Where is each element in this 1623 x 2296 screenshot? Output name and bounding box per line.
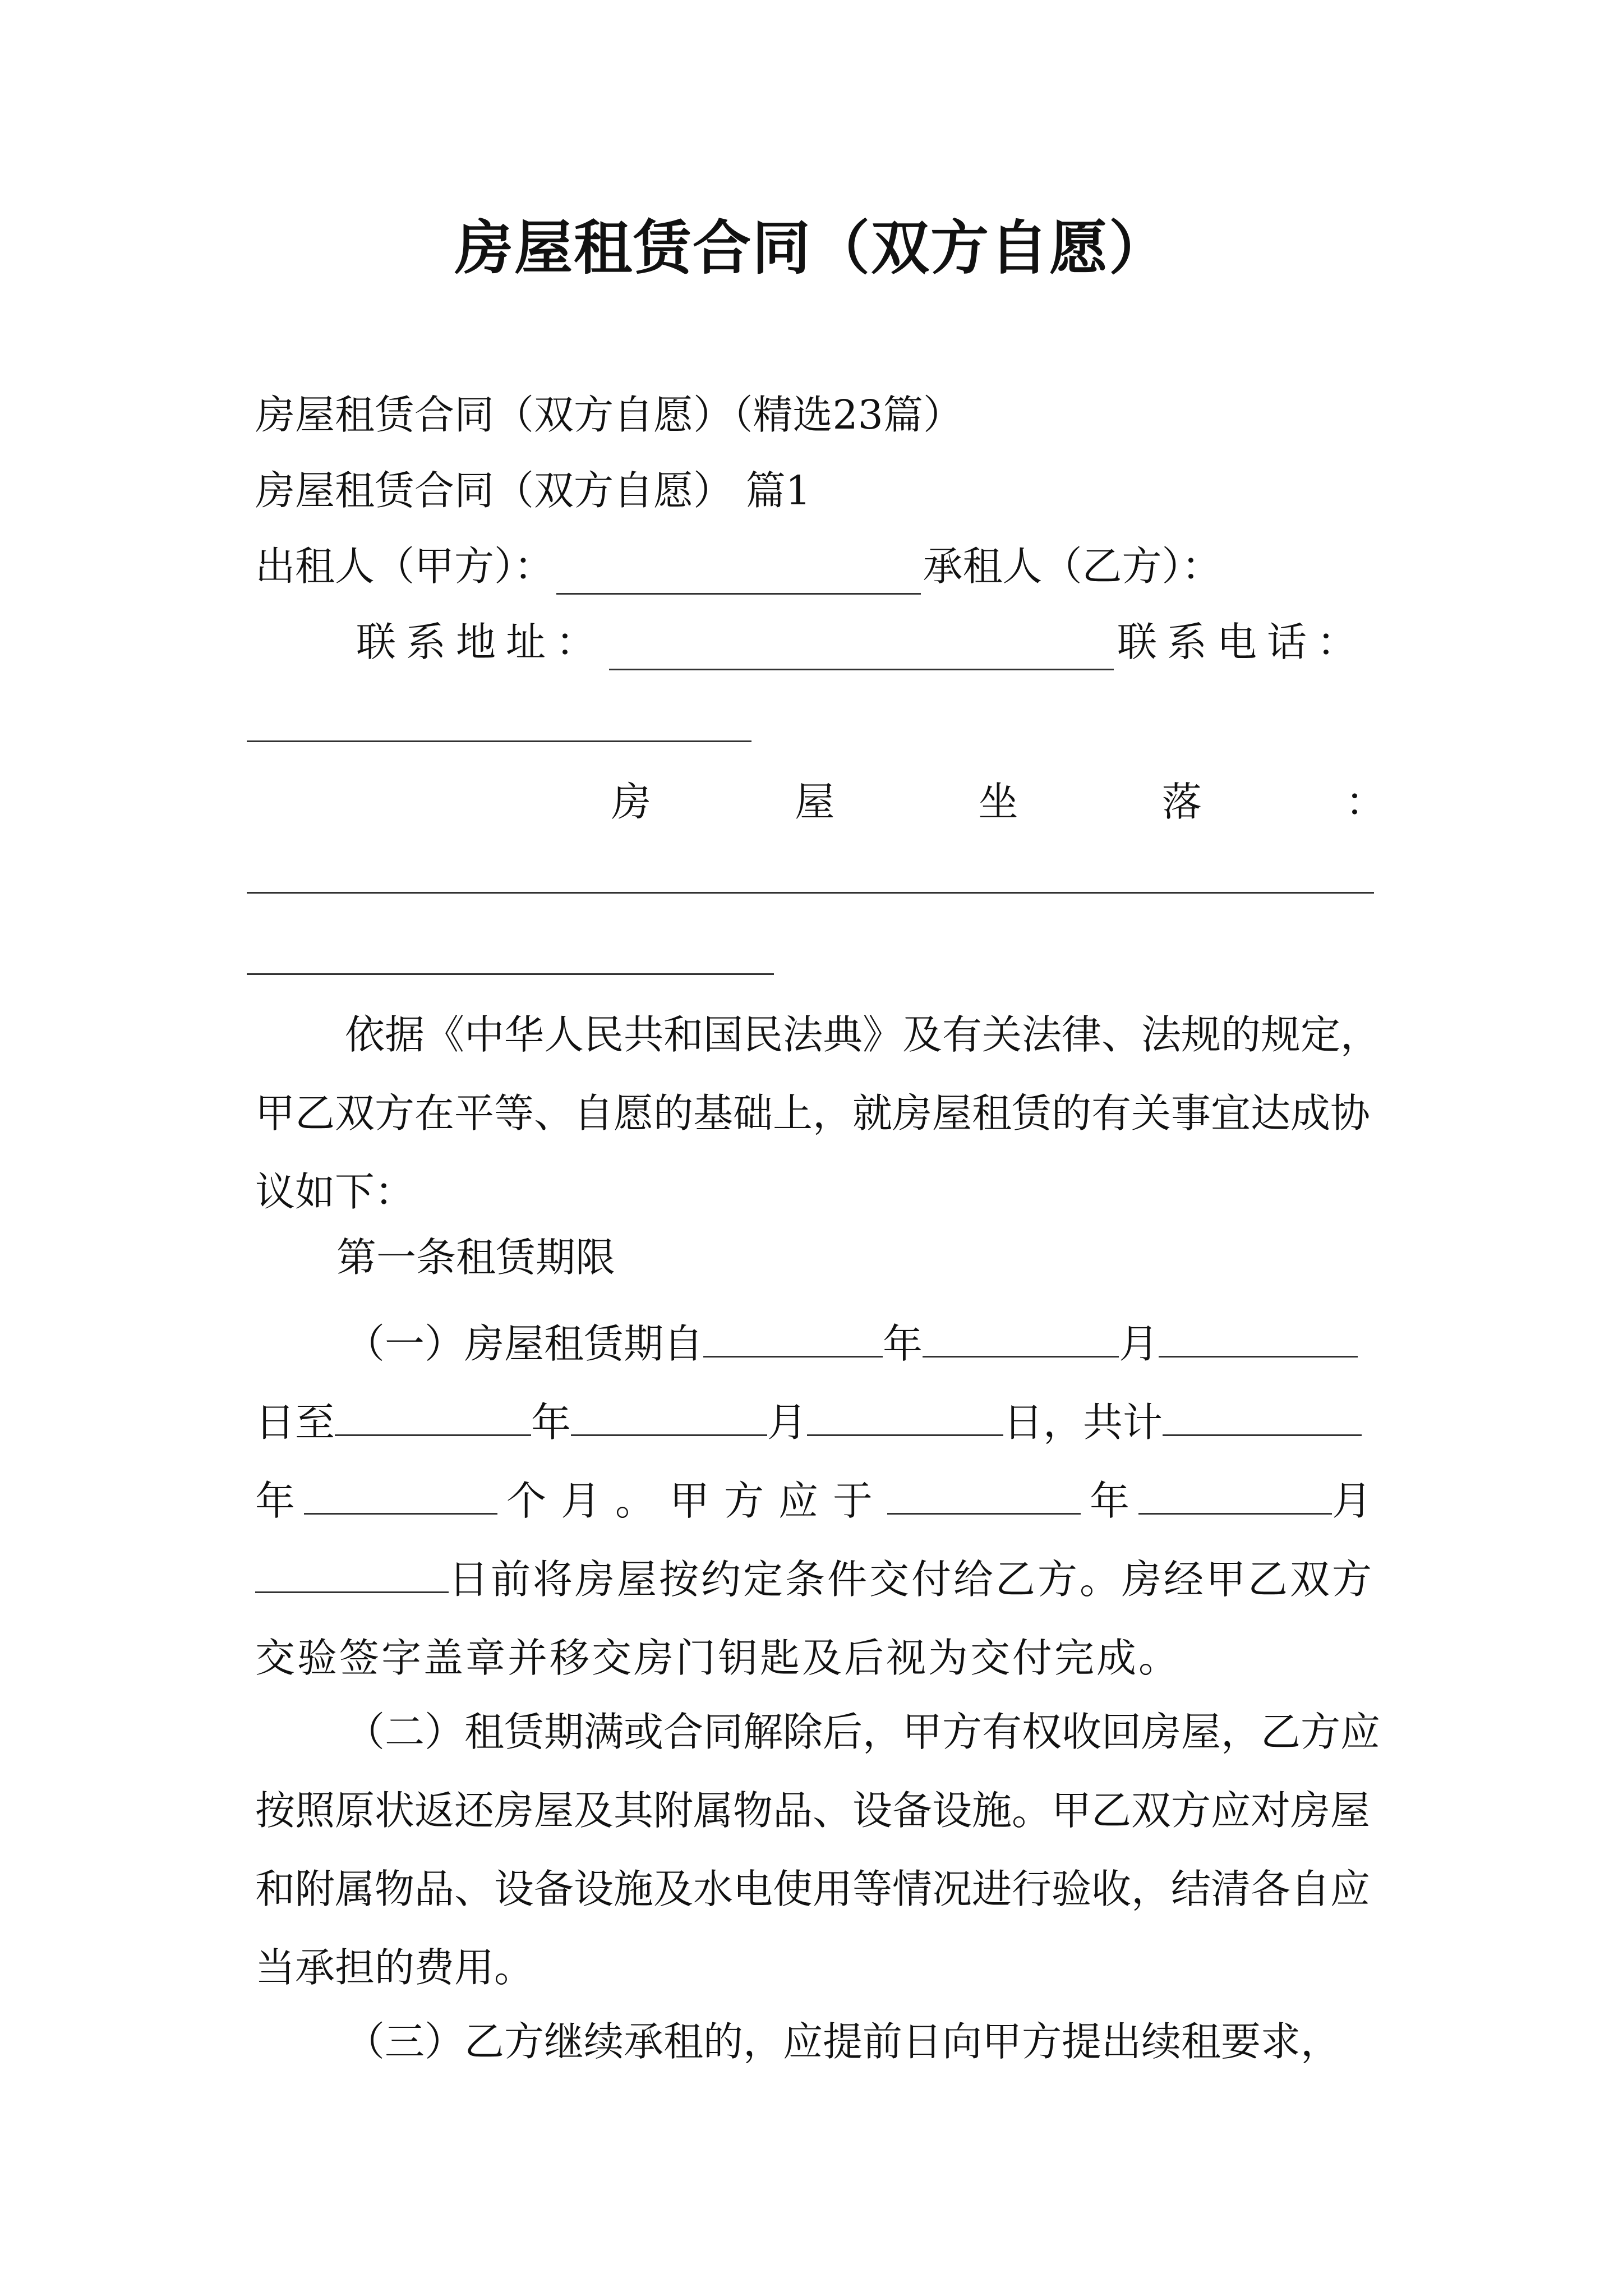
address-label: 联系地址： xyxy=(356,619,606,665)
location-char: 坐 xyxy=(978,779,1018,825)
location-blank[interactable] xyxy=(247,973,774,975)
location-line xyxy=(611,774,1385,830)
clause-text: 月 xyxy=(767,1399,808,1446)
clause-text: 年 xyxy=(883,1320,923,1367)
document-subtitle: 房屋租赁合同（双方自愿）（精选23篇） xyxy=(255,392,963,438)
clause-one-paragraph xyxy=(255,1305,1385,1697)
section-heading: 房屋租赁合同（双方自愿） 篇1 xyxy=(255,467,811,514)
year-blank[interactable] xyxy=(703,1322,883,1358)
clause-text: 年 xyxy=(531,1399,571,1446)
preamble-paragraph: 依据《中华人民共和国民法典》及有关法律、法规的规定，甲乙双方在平等、自愿的基础上，就房屋租赁的有关事宜达成协议如下： xyxy=(255,1011,1381,1215)
location-char: ： xyxy=(1345,779,1385,825)
clause-text: 日前将房屋按约定条件交付给乙方。房经甲乙双方交验签字盖章并移交房门钥匙及后视为交付完成。 xyxy=(255,1556,1375,1681)
phone-blank[interactable] xyxy=(247,740,751,742)
clause-text: 年 xyxy=(255,1478,296,1524)
party-line xyxy=(255,539,1385,595)
location-char: 落 xyxy=(1161,779,1202,825)
day-blank[interactable] xyxy=(1159,1322,1358,1358)
total-months-blank[interactable] xyxy=(304,1479,497,1515)
clause-text: 日至 xyxy=(255,1399,335,1446)
month-blank[interactable] xyxy=(571,1401,767,1436)
total-years-blank[interactable] xyxy=(1163,1401,1362,1436)
lessee-label: 承租人（乙方）： xyxy=(923,543,1222,590)
clause-text: 日，共计 xyxy=(1003,1399,1163,1446)
location-char: 屋 xyxy=(795,779,835,825)
address-blank[interactable] xyxy=(609,635,1114,670)
delivery-year-blank[interactable] xyxy=(887,1479,1081,1515)
clause-three-paragraph: （三）乙方继续承租的，应提前日向甲方提出续租要求， xyxy=(345,2018,1341,2065)
delivery-month-blank[interactable] xyxy=(1138,1479,1332,1515)
delivery-day-blank[interactable] xyxy=(255,1558,449,1593)
document-title: 房屋租赁合同（双方自愿） xyxy=(454,213,1168,282)
lessor-label: 出租人（甲方）： xyxy=(255,543,554,590)
month-blank[interactable] xyxy=(923,1322,1119,1358)
article-title: 第一条租赁期限 xyxy=(336,1234,616,1281)
day-blank[interactable] xyxy=(807,1401,1003,1436)
clause-text: 月 xyxy=(1332,1478,1372,1524)
clause-text: 年 xyxy=(1090,1478,1130,1524)
location-char: 房 xyxy=(611,779,652,825)
clause-two-paragraph: （二）租赁期满或合同解除后，甲方有权收回房屋，乙方应按照原状返还房屋及其附属物品、设备设施。甲乙双方应对房屋和附属物品、设备设施及水电使用等情况进行验收，结清各自应当承担的费用。 xyxy=(255,1709,1381,1991)
contact-line xyxy=(356,614,1367,670)
location-blank[interactable] xyxy=(247,892,1374,894)
clause-text: 个月。甲方应于 xyxy=(506,1478,888,1524)
year-blank[interactable] xyxy=(335,1401,531,1436)
clause-text: 月 xyxy=(1119,1320,1159,1367)
clause-text: （一）房屋租赁期自 xyxy=(345,1320,704,1367)
phone-label: 联系电话： xyxy=(1117,619,1367,665)
lessor-blank[interactable] xyxy=(556,559,921,595)
